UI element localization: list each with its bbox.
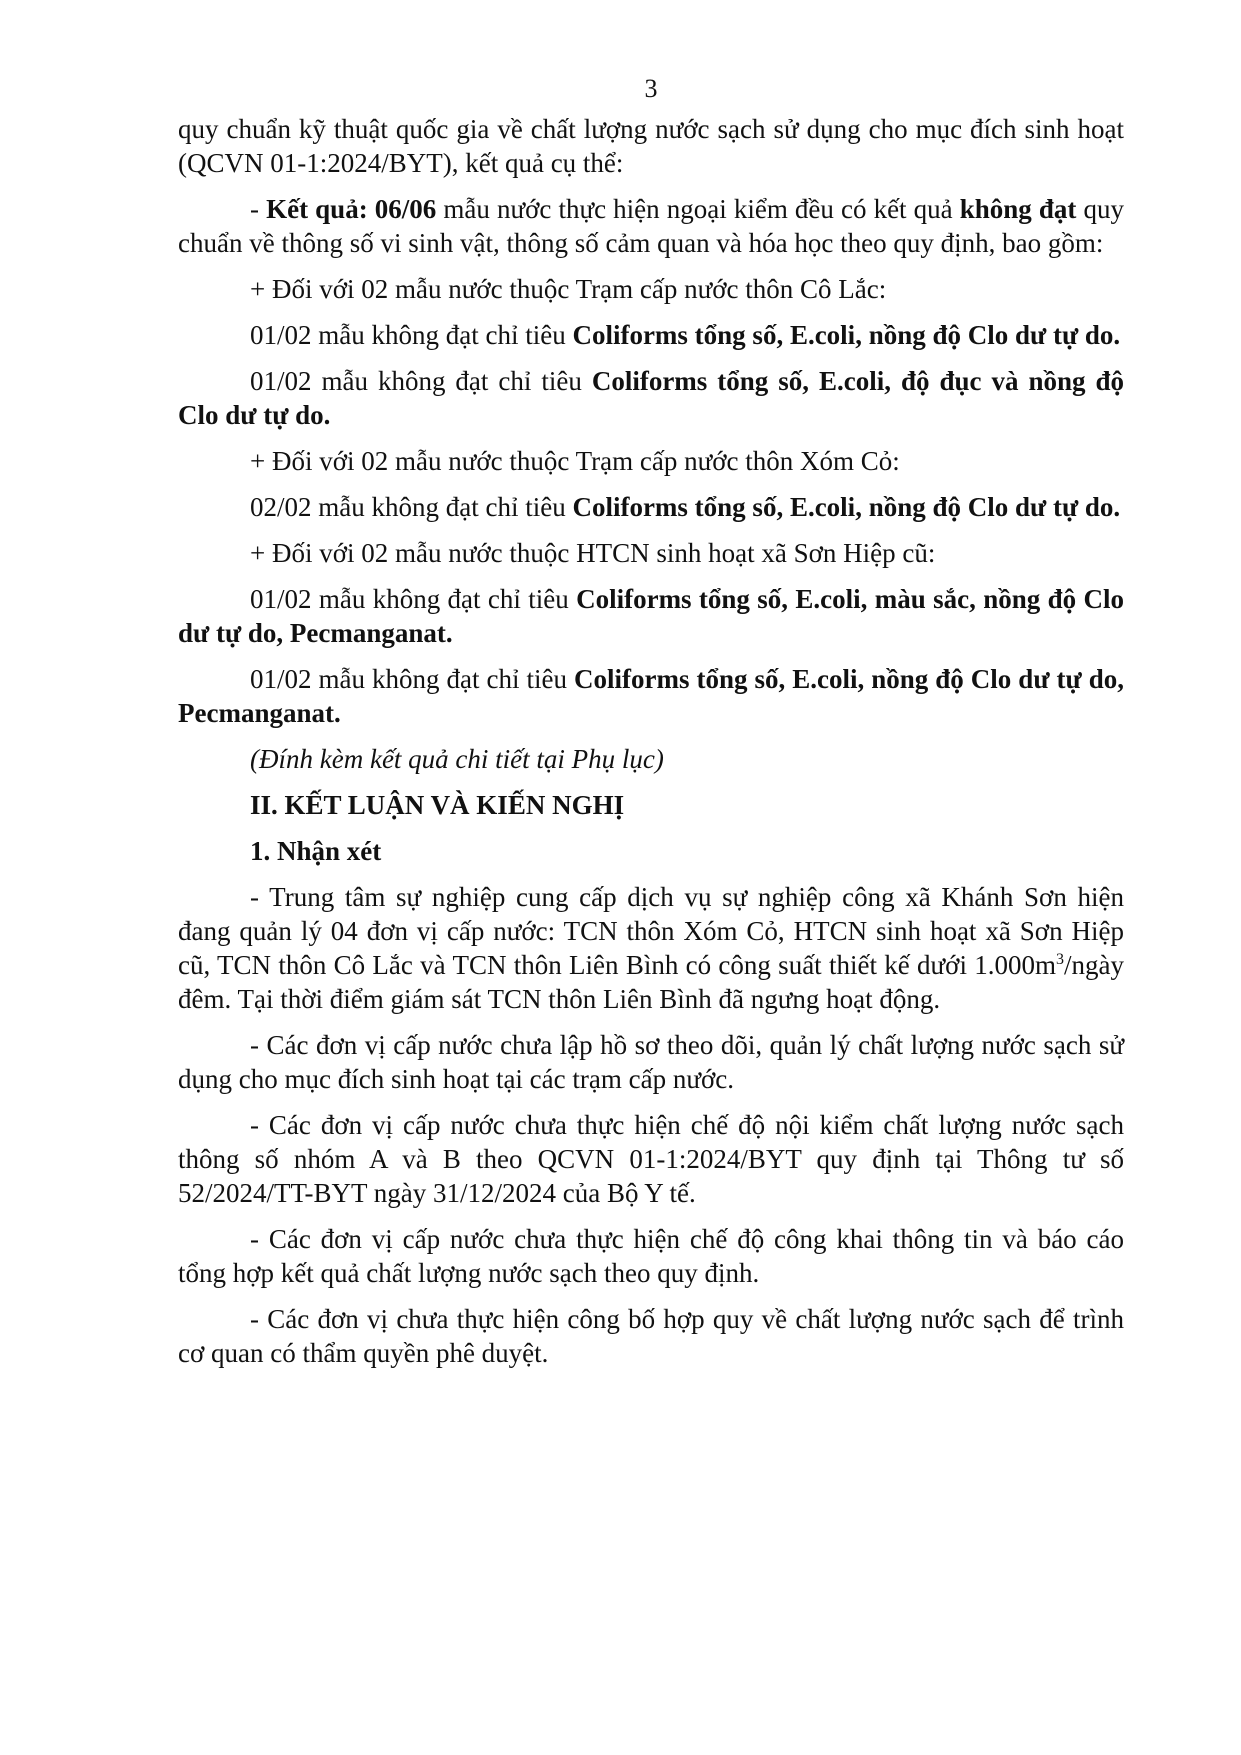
result-label: Kết quả: 06/06 [266, 194, 437, 224]
group-title-co-lac: + Đối với 02 mẫu nước thuộc Trạm cấp nước thôn Cô Lắc: [250, 274, 887, 304]
section-heading: II. KẾT LUẬN VÀ KIẾN NGHỊ [250, 790, 625, 820]
sample-criteria: Coliforms tổng số, E.coli, nồng độ Clo dư tự do. [572, 492, 1121, 522]
sample-criteria: Coliforms tổng số, E.coli, độ đục và nồng độ Clo dư tự do. [178, 366, 1124, 430]
paragraph-intro: quy chuẩn kỹ thuật quốc gia về chất lượng nước sạch sử dụng cho mục đích sinh hoạt (QCVN 01-1:2024/BYT), kết quả cụ thể: [178, 114, 1124, 178]
remark-paragraph: - Các đơn vị chưa thực hiện công bố hợp quy về chất lượng nước sạch để trình cơ quan có thẩm quyền phê duyệt. [178, 1304, 1124, 1368]
sample-result [178, 662, 1124, 730]
result-text: mẫu nước thực hiện ngoại kiểm đều có kết quả [436, 194, 960, 224]
sample-text: 01/02 mẫu không đạt chỉ tiêu [250, 584, 577, 614]
sub-heading: 1. Nhận xét [250, 836, 382, 866]
result-text-rest: quy chuẩn về thông số vi sinh vật, thông số cảm quan và hóa học theo quy định, bao gồm: [178, 194, 1124, 258]
sample-result [178, 582, 1124, 650]
sample-text: 01/02 mẫu không đạt chỉ tiêu [250, 320, 573, 350]
page-number: 3 [644, 74, 658, 103]
sample-result [178, 318, 1124, 352]
dash: - [250, 194, 267, 224]
sample-text: 01/02 mẫu không đạt chỉ tiêu [250, 664, 574, 694]
remark-text: - Trung tâm sự nghiệp cung cấp dịch vụ sự nghiệp công xã Khánh Sơn hiện đang quản lý 04 đơn vị cấp nước: TCN thôn Xóm Cỏ, HTCN sinh hoạt xã Sơn Hiệp cũ, TCN thôn Cô Lắc và TCN thôn Liên Bình có công suất thiết kế dưới 1.000m [178, 882, 1124, 980]
superscript: 3 [1056, 951, 1064, 968]
remark-text-rest: /ngày đêm. Tại thời điểm giám sát TCN thôn Liên Bình đã ngưng hoạt động. [178, 950, 1124, 1014]
sample-criteria: Coliforms tổng số, E.coli, nồng độ Clo dư tự do. [572, 320, 1121, 350]
sample-result [178, 364, 1124, 432]
group-title-xom-co: + Đối với 02 mẫu nước thuộc Trạm cấp nước thôn Xóm Cỏ: [250, 446, 900, 476]
sample-criteria: Coliforms tổng số, E.coli, nồng độ Clo dư tự do, Pecmanganat. [178, 664, 1124, 728]
remark-paragraph [178, 880, 1124, 1016]
remark-paragraph: - Các đơn vị cấp nước chưa thực hiện chế độ công khai thông tin và báo cáo tổng hợp kết quả chất lượng nước sạch theo quy định. [178, 1224, 1124, 1288]
group-title-son-hiep: + Đối với 02 mẫu nước thuộc HTCN sinh hoạt xã Sơn Hiệp cũ: [250, 538, 936, 568]
sample-text: 01/02 mẫu không đạt chỉ tiêu [250, 366, 592, 396]
result-fail: không đạt [959, 194, 1077, 224]
sample-criteria: Coliforms tổng số, E.coli, màu sắc, nồng độ Clo dư tự do, Pecmanganat. [178, 584, 1124, 648]
paragraph-result-summary [178, 192, 1124, 260]
sample-text: 02/02 mẫu không đạt chỉ tiêu [250, 492, 573, 522]
attachment-note: (Đính kèm kết quả chi tiết tại Phụ lục) [250, 744, 664, 774]
remark-paragraph: - Các đơn vị cấp nước chưa lập hồ sơ theo dõi, quản lý chất lượng nước sạch sử dụng cho mục đích sinh hoạt tại các trạm cấp nước. [178, 1030, 1124, 1094]
sample-result [178, 490, 1124, 524]
document-page [178, 72, 1124, 1382]
remark-paragraph: - Các đơn vị cấp nước chưa thực hiện chế độ nội kiểm chất lượng nước sạch thông số nhóm A và B theo QCVN 01-1:2024/BYT quy định tại Thông tư số 52/2024/TT-BYT ngày 31/12/2024 của Bộ Y tế. [178, 1110, 1124, 1208]
